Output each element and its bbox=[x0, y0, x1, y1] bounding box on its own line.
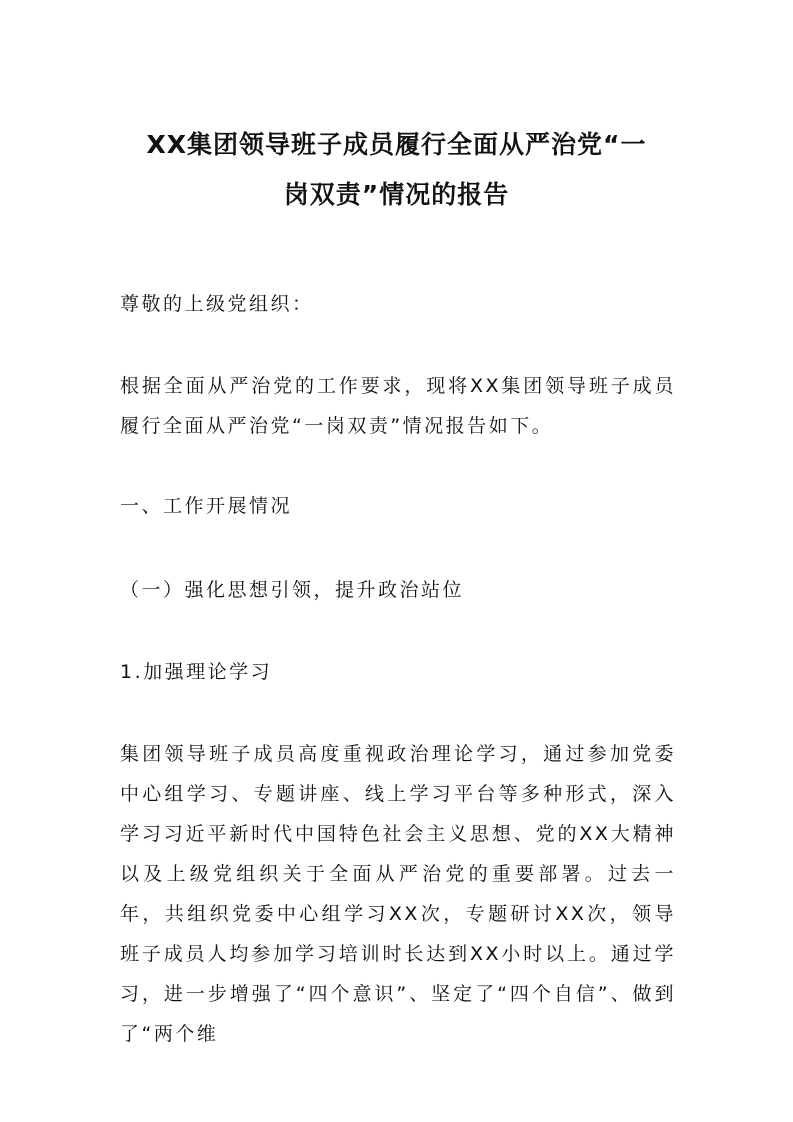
document-title bbox=[100, 120, 693, 220]
salutation: 尊敬的上级党组织： bbox=[120, 293, 314, 315]
intro-paragraph: 根据全面从严治党的工作要求，现将XX集团领导班子成员履行全面从严治党“一岗双责”情况报告如下。 bbox=[120, 375, 676, 437]
section-heading-1: 一、工作开展情况 bbox=[120, 495, 293, 517]
body-paragraph-1: 集团领导班子成员高度重视政治理论学习，通过参加党委中心组学习、专题讲座、线上学习平台等多种形式，深入学习习近平新时代中国特色社会主义思想、党的XX大精神以及上级党组织关于全面从严治党的重要部署。过去一年，共组织党委中心组学习XX次，专题研讨XX次，领导班子成员人均参加学习培训时长达到XX小时以上。通过学习，进一步增强了“四个意识”、坚定了“四个自信”、做到了“两个维 bbox=[120, 743, 676, 1045]
item-heading-1: 1.加强理论学习 bbox=[120, 661, 273, 683]
title-line-2: 岗双责”情况的报告 bbox=[283, 180, 510, 209]
title-line-1: XX集团领导班子成员履行全面从严治党“一 bbox=[146, 130, 647, 159]
subsection-heading-1: （一）强化思想引领，提升政治站位 bbox=[120, 579, 465, 601]
